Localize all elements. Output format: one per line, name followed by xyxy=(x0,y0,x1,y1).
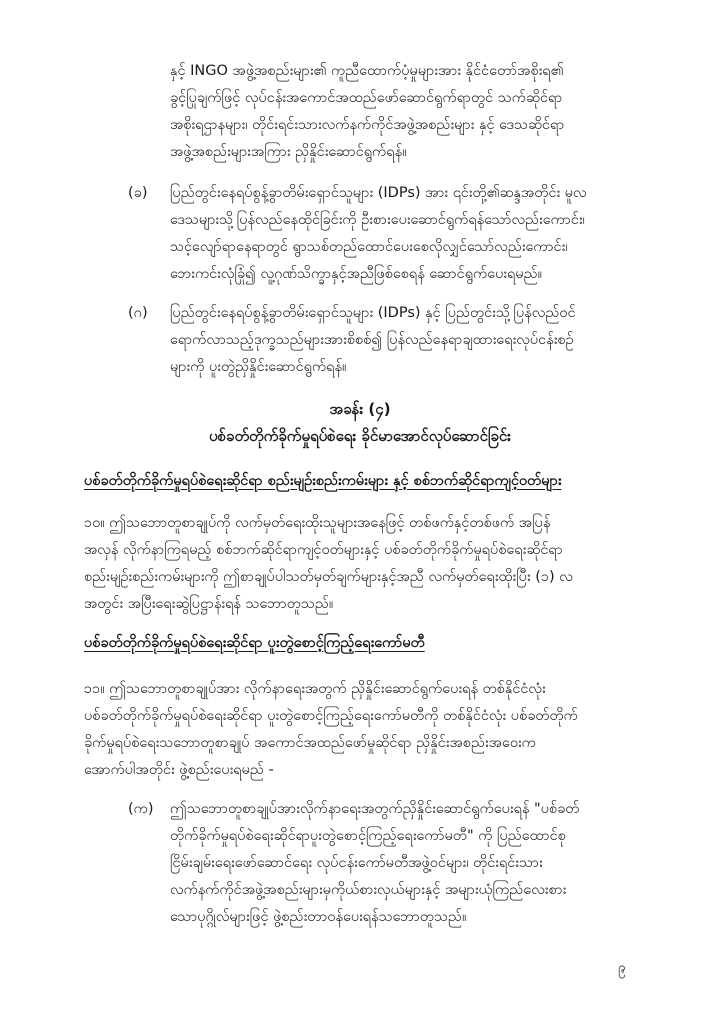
text-line: ၁၁။ ဤသဘောတူစာချုပ်အား လိုက်နာရေးအတွက် ညှိနှိုင်းဆောင်ရွက်ပေးရန် တစ်နိုင်ငံလုံး xyxy=(84,681,546,697)
text-line: ဤသဘောတူစာချုပ်အားလိုက်နာရေးအတွက်ညှိနှိုင်းဆောင်ရွက်ပေးရန် "ပစ်ခတ် xyxy=(170,801,580,817)
item-kha-marker: (ခ) xyxy=(128,185,148,201)
text-line: လက်နက်ကိုင်အဖွဲ့အစည်းများမှကိုယ်စားလှယ်များနှင့် အများယုံကြည်လေးစား xyxy=(170,882,567,898)
text-line: သောပုဂ္ဂိုလ်များဖြင့် ဖွဲ့စည်းတာဝန်ပေးရန်သဘောတူသည်။ xyxy=(170,909,467,925)
text-line: များကို ပူးတွဲညှိနှိုင်းဆောင်ရွက်ရန်။ xyxy=(170,359,347,375)
item-ga-marker: (ဂ) xyxy=(128,305,148,321)
item-ga-paragraph xyxy=(170,300,640,381)
text-line: တိုက်ခိုက်မှုရပ်စဲရေးဆိုင်ရာပူးတွဲစောင့်ကြည့်ရေးကော်မတီ" ကို ပြည်ထောင်စု xyxy=(170,828,566,844)
chapter-number: အခန်း (၄) xyxy=(329,400,391,418)
chapter-title: ပစ်ခတ်တိုက်ခိုက်မှုရပ်စဲရေး ခိုင်မာအောင်လုပ်ဆောင်ခြင်း xyxy=(209,427,511,445)
text-line: အလှန် လိုက်နာကြရမည့် စစ်ဘက်ဆိုင်ရာကျင့်ဝတ်များနှင့် ပစ်ခတ်တိုက်ခိုက်မှုရပ်စဲရေးဆိုင်ရာ xyxy=(84,542,563,558)
item-ka-paragraph xyxy=(170,796,640,931)
text-line: ဒေသများသို့ပြန်လည်နေထိုင်ခြင်းကို ဦးစားပေးဆောင်ရွက်ရန်သော်လည်းကောင်း၊ xyxy=(170,212,585,228)
text-line: ခိုက်မှုရပ်စဲရေးသဘောတူစာချုပ် အကောင်အထည်ဖော်မှုဆိုင်ရာ ညှိနှိုင်းအစည်းအဝေးက xyxy=(84,735,536,751)
subheading-committee: ပစ်ခတ်တိုက်ခိုက်မှုရပ်စဲရေးဆိုင်ရာ ပူးတွဲစောင့်ကြည့်ရေးကော်မတီ xyxy=(84,635,425,651)
text-line: အတွင်း အပြီးရေးဆွဲပြဋ္ဌာန်းရန် သဘောတူသည်။ xyxy=(84,596,334,612)
text-line: သင့်လျော်ရာနေရာတွင် ရွာသစ်တည်ထောင်ပေးစေလိုလျှင်သော်လည်းကောင်း၊ xyxy=(170,239,568,255)
text-line: နှင့် INGO အဖွဲ့အစည်းများ၏ ကူညီထောက်ပံ့မှုများအား နိုင်ငံတော်အစိုးရ၏ xyxy=(170,63,564,79)
text-line: ပစ်ခတ်တိုက်ခိုက်မှုရပ်စဲရေးဆိုင်ရာ ပူးတွဲစောင့်ကြည့်ရေးကော်မတီကို တစ်နိုင်ငံလုံး ပစ်ခတ်တိုက် xyxy=(84,708,578,724)
text-line: စည်းမျဉ်းစည်းကမ်းများကို ဤစာချုပ်ပါသတ်မှတ်ချက်များနှင့်အညီ လက်မှတ်ရေးထိုးပြီး (၁) လ xyxy=(84,569,573,585)
paragraph-10 xyxy=(84,510,640,618)
subheading-rules: ပစ်ခတ်တိုက်ခိုက်မှုရပ်စဲရေးဆိုင်ရာ စည်းမျဉ်းစည်းကမ်းများ နှင့် စစ်ဘက်ဆိုင်ရာကျင့်ဝတ်များ xyxy=(84,473,562,489)
text-line: ၁၀။ ဤသဘောတူစာချုပ်ကို လက်မှတ်ရေးထိုးသူများအနေဖြင့် တစ်ဖက်နှင့်တစ်ဖက် အပြန် xyxy=(84,515,551,531)
intro-paragraph xyxy=(170,58,640,166)
text-line: ခွင့်ပြုချက်ဖြင့် လုပ်ငန်းအကောင်အထည်ဖော်ဆောင်ရွက်ရာတွင် သက်ဆိုင်ရာ xyxy=(170,90,563,106)
page-number: ၉ xyxy=(618,960,626,976)
text-line: ပြည်တွင်းနေရပ်စွန့်ခွာတိမ်းရှောင်သူများ (IDPs) အား ၎င်းတို့၏ဆန္ဒအတိုင်း မူလ xyxy=(170,185,587,201)
item-kha-paragraph xyxy=(170,180,640,288)
text-line: ငြိမ်းချမ်းရေးဖော်ဆောင်ရေး လုပ်ငန်းကော်မတီအဖွဲ့ဝင်များ၊ တိုင်းရင်းသား xyxy=(170,855,543,871)
text-line: အဖွဲ့အစည်းများအကြား ညှိနှိုင်းဆောင်ရွက်ရန်။ xyxy=(170,144,407,160)
text-line: အောက်ပါအတိုင်း ဖွဲ့စည်းပေးရမည် - xyxy=(84,762,274,778)
text-line: ပြည်တွင်းနေရပ်စွန့်ခွာတိမ်းရှောင်သူများ (IDPs) နှင့် ပြည်တွင်းသို့ပြန်လည်ဝင် xyxy=(170,305,576,321)
paragraph-11 xyxy=(84,676,640,784)
text-line: ဘေးကင်းလုံခြုံ၍ လူ့ဂုဏ်သိက္ခာနှင့်အညီဖြစ်စေရန် ဆောင်ရွက်ပေးရမည်။ xyxy=(170,266,543,282)
text-line: အစိုးရဌာနများ၊ တိုင်းရင်းသားလက်နက်ကိုင်အဖွဲ့အစည်းများ နှင့် ဒေသဆိုင်ရာ xyxy=(170,117,565,133)
item-ka-marker: (က) xyxy=(128,801,154,817)
text-line: ရောက်လာသည့်ဒုက္ခသည်များအားစိစစ်၍ ပြန်လည်နေရာချထားရေးလုပ်ငန်းစဉ် xyxy=(170,332,574,348)
